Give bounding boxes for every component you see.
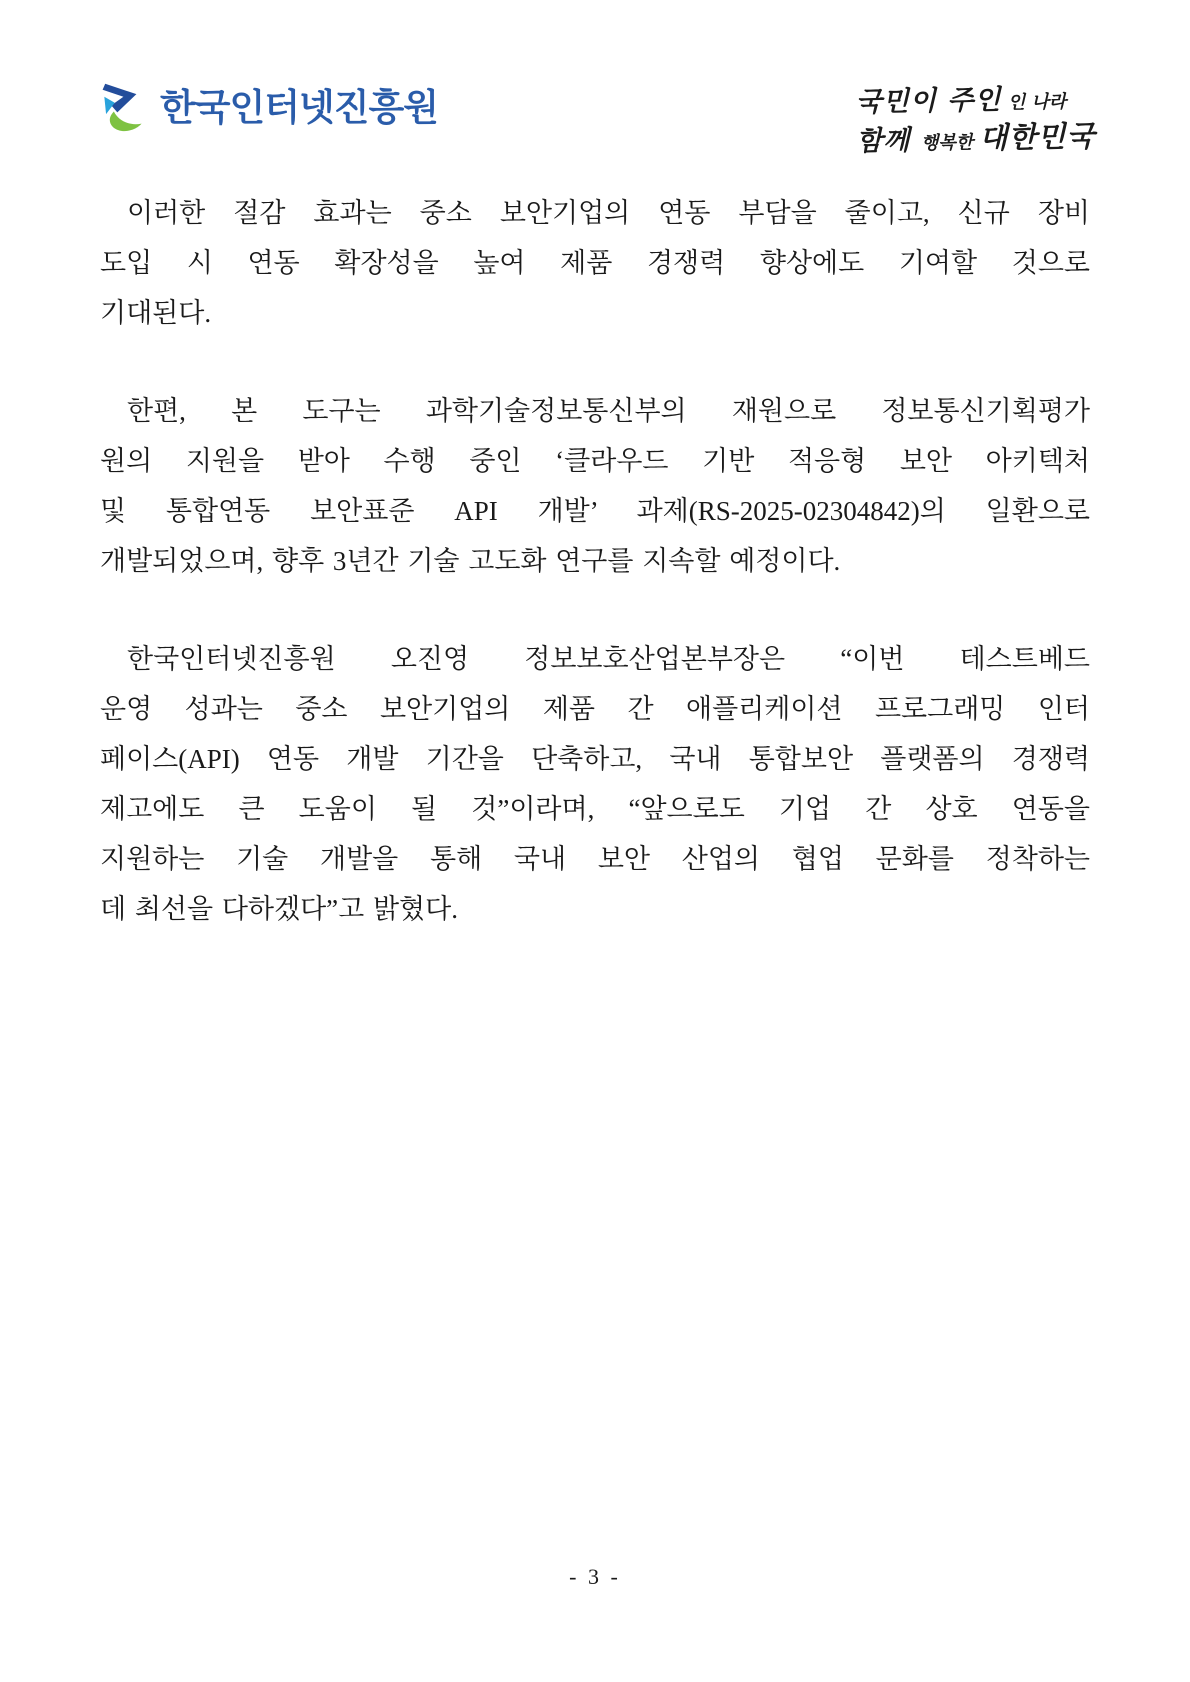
- page-number: - 3 -: [569, 1564, 621, 1589]
- body-line: 및 통합연동 보안표준 API 개발’ 과제(RS-2025-02304842)의 일환으로: [100, 496, 1090, 526]
- body-line: 데 최선을 다하겠다”고 밝혔다.: [100, 894, 458, 924]
- paragraph-1: [100, 188, 1090, 338]
- body-line: 개발되었으며, 향후 3년간 기술 고도화 연구를 지속할 예정이다.: [100, 546, 841, 576]
- body-line: 제고에도 큰 도움이 될 것”이라며, “앞으로도 기업 간 상호 연동을: [100, 794, 1090, 824]
- body-line: 페이스(API) 연동 개발 기간을 단축하고, 국내 통합보안 플랫폼의 경쟁력: [100, 744, 1090, 774]
- slogan-line2-small: 행복한: [920, 131, 980, 154]
- body-line: 이러한 절감 효과는 중소 보안기업의 연동 부담을 줄이고, 신규 장비: [127, 198, 1090, 228]
- paragraph-2: [100, 386, 1090, 586]
- slogan-line1-small: 인 나라: [1001, 91, 1067, 114]
- kisa-logo-icon: [100, 82, 152, 134]
- slogan-line-2: [856, 119, 1096, 162]
- body-line: 운영 성과는 중소 보안기업의 제품 간 애플리케이션 프로그래밍 인터: [100, 694, 1090, 724]
- body-line: 도입 시 연동 확장성을 높여 제품 경쟁력 향상에도 기여할 것으로: [100, 248, 1090, 278]
- slogan-line2-big: 함께: [855, 124, 922, 158]
- body-line: 한국인터넷진흥원 오진영 정보보호산업본부장은 “이번 테스트베드: [127, 644, 1090, 674]
- document-body: [100, 188, 1090, 982]
- slogan-line1-big: 국민이 주인: [855, 84, 1002, 119]
- body-line: 지원하는 기술 개발을 통해 국내 보안 산업의 협업 문화를 정착하는: [100, 844, 1090, 874]
- body-line: 한편, 본 도구는 과학기술정보통신부의 재원으로 정보통신기획평가: [127, 396, 1090, 426]
- paragraph-3: [100, 634, 1090, 934]
- body-line: 원의 지원을 받아 수행 중인 ‘클라우드 기반 적응형 보안 아키텍처: [100, 446, 1090, 476]
- slogan-line2-huge: 대한민국: [978, 118, 1096, 155]
- page-header: [100, 82, 1095, 160]
- kisa-logo-text: 한국인터넷진흥원: [160, 87, 438, 128]
- body-line: 기대된다.: [100, 298, 212, 328]
- government-slogan: [855, 82, 1095, 162]
- slogan-line-1: [855, 82, 1095, 123]
- kisa-logo: [100, 82, 438, 134]
